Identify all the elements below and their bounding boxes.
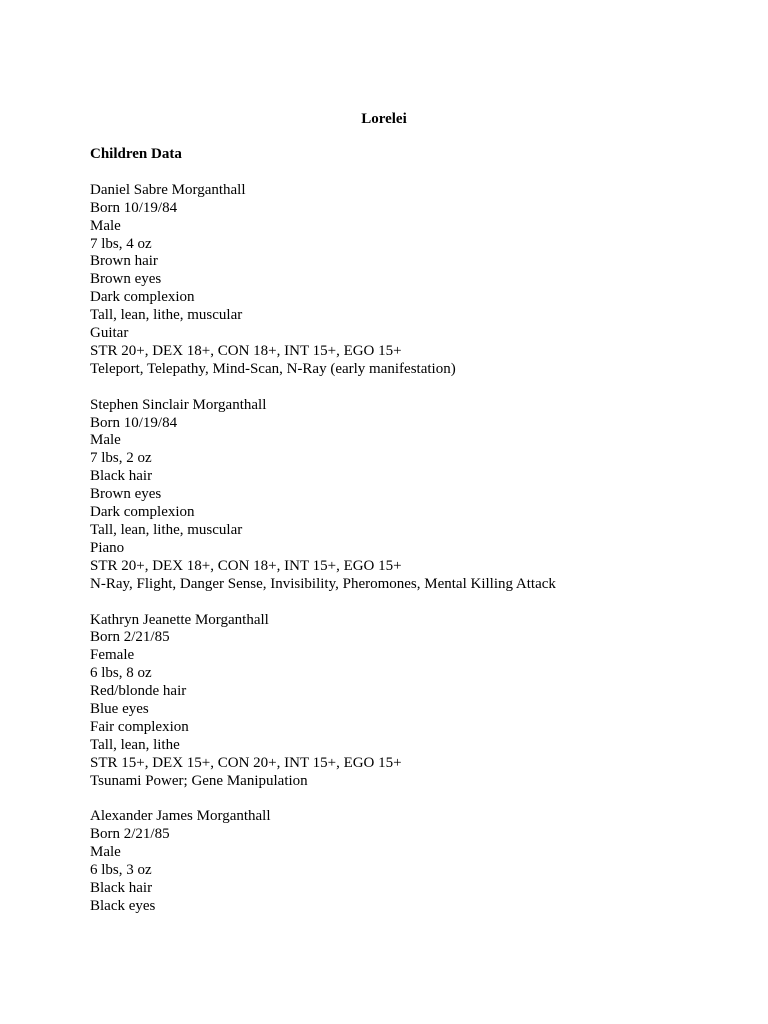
child-record-stephen <box>90 397 710 594</box>
child-stats: STR 20+, DEX 18+, CON 18+, INT 15+, EGO 15+ <box>90 342 402 359</box>
child-weight: 7 lbs, 4 oz <box>90 235 152 252</box>
child-sex: Male <box>90 217 121 234</box>
child-hair: Brown hair <box>90 253 158 270</box>
child-eyes: Brown eyes <box>90 271 162 288</box>
child-name: Kathryn Jeanette Morganthall <box>90 611 269 628</box>
child-eyes: Blue eyes <box>90 701 149 718</box>
child-weight: 6 lbs, 8 oz <box>90 665 152 682</box>
child-sex: Female <box>90 647 135 664</box>
child-build: Tall, lean, lithe <box>90 736 180 753</box>
child-complexion: Fair complexion <box>90 718 189 735</box>
child-build: Tall, lean, lithe, muscular <box>90 307 243 324</box>
document-body <box>90 146 710 934</box>
child-complexion: Dark complexion <box>90 504 195 521</box>
child-record-kathryn <box>90 612 710 791</box>
child-birthdate: Born 10/19/84 <box>90 199 178 216</box>
child-powers: Teleport, Telepathy, Mind-Scan, N-Ray (early manifestation) <box>90 360 456 377</box>
child-stats: STR 15+, DEX 15+, CON 20+, INT 15+, EGO 15+ <box>90 754 402 771</box>
child-name: Daniel Sabre Morganthall <box>90 181 246 198</box>
child-build: Tall, lean, lithe, muscular <box>90 522 243 538</box>
child-instrument: Guitar <box>90 325 129 342</box>
child-eyes: Black eyes <box>90 898 156 914</box>
child-record-daniel <box>90 182 710 379</box>
child-hair: Red/blonde hair <box>90 683 187 700</box>
child-hair: Black hair <box>90 880 153 897</box>
child-sex: Male <box>90 844 121 861</box>
section-heading: Children Data <box>90 146 182 162</box>
child-birthdate: Born 2/21/85 <box>90 826 170 843</box>
child-weight: 6 lbs, 3 oz <box>90 862 152 879</box>
child-stats: STR 20+, DEX 18+, CON 18+, INT 15+, EGO 15+ <box>90 557 402 574</box>
child-birthdate: Born 2/21/85 <box>90 629 170 646</box>
child-powers: Tsunami Power; Gene Manipulation <box>90 772 308 789</box>
child-name: Alexander James Morganthall <box>90 808 271 825</box>
child-birthdate: Born 10/19/84 <box>90 414 178 431</box>
child-record-alexander <box>90 808 710 915</box>
child-instrument: Piano <box>90 539 125 556</box>
document-title: Lorelei <box>361 111 407 127</box>
child-hair: Black hair <box>90 468 153 485</box>
child-name: Stephen Sinclair Morganthall <box>90 396 267 413</box>
child-sex: Male <box>90 432 121 449</box>
child-weight: 7 lbs, 2 oz <box>90 450 152 467</box>
child-complexion: Dark complexion <box>90 289 195 306</box>
child-eyes: Brown eyes <box>90 486 162 503</box>
child-powers: N-Ray, Flight, Danger Sense, Invisibility, Pheromones, Mental Killing Attack <box>90 575 556 592</box>
